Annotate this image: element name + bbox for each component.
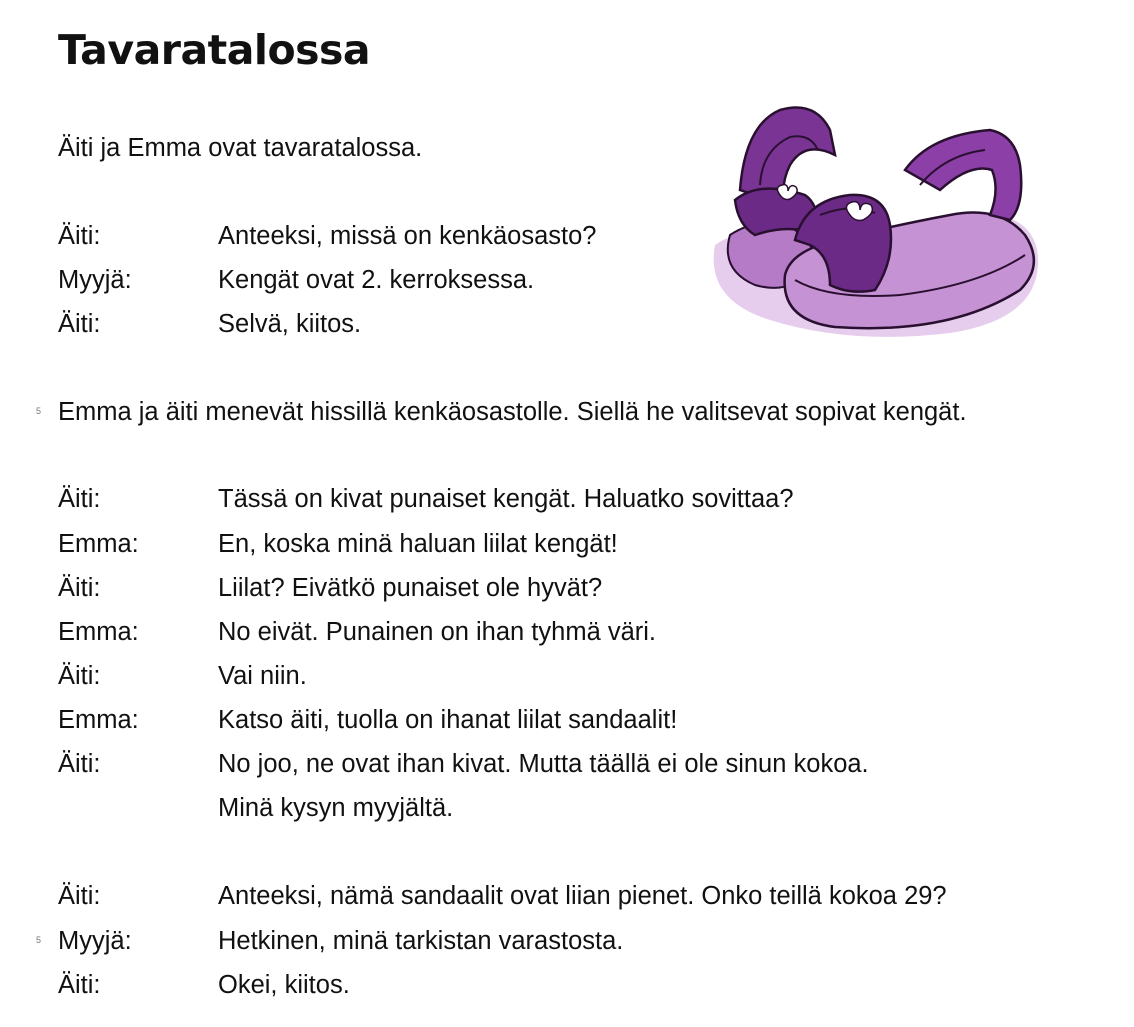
speaker-label: Emma: [58,530,139,558]
speaker-label: Emma: [58,706,139,734]
page-title: Tavaratalossa [58,26,371,74]
speech-line: Selvä, kiitos. [218,310,362,338]
speaker-label: Äiti: [58,310,101,338]
speech-line: Okei, kiitos. [218,971,350,999]
speaker-label: Äiti: [58,485,101,513]
speaker-label: Äiti: [58,662,101,690]
speaker-label: Äiti: [58,750,101,778]
speech-line: Hetkinen, minä tarkistan varastosta. [218,927,624,955]
speech-line: Minä kysyn myyjältä. [218,794,454,822]
speaker-label: Myyjä: [58,266,132,294]
margin-line-mark: 5 [36,406,42,416]
speaker-label: Äiti: [58,574,101,602]
speech-line: Liilat? Eivätkö punaiset ole hyvät? [218,574,603,602]
speaker-label: Myyjä: [58,927,132,955]
speech-line: No joo, ne ovat ihan kivat. Mutta täällä ei ole sinun kokoa. [218,750,869,778]
speaker-label: Äiti: [58,882,101,910]
speech-line: Vai niin. [218,662,307,690]
speech-line: No eivät. Punainen on ihan tyhmä väri. [218,618,657,646]
margin-line-mark: 5 [36,935,42,945]
speaker-label: Emma: [58,618,139,646]
speech-line: Katso äiti, tuolla on ihanat liilat sandaalit! [218,706,678,734]
purple-sandals-icon [700,95,1050,345]
speaker-label: Äiti: [58,971,101,999]
speech-line: En, koska minä haluan liilat kengät! [218,530,618,558]
speaker-label: Äiti: [58,222,101,250]
speech-line: Kengät ovat 2. kerroksessa. [218,266,535,294]
speech-line: Anteeksi, missä on kenkäosasto? [218,222,597,250]
intro-text: Äiti ja Emma ovat tavaratalossa. [58,134,423,162]
speech-line: Anteeksi, nämä sandaalit ovat liian pienet. Onko teillä kokoa 29? [218,882,947,910]
narration-text: Emma ja äiti menevät hissillä kenkäosastolle. Siellä he valitsevat sopivat kengät. [58,398,967,426]
speech-line: Tässä on kivat punaiset kengät. Haluatko sovittaa? [218,485,794,513]
